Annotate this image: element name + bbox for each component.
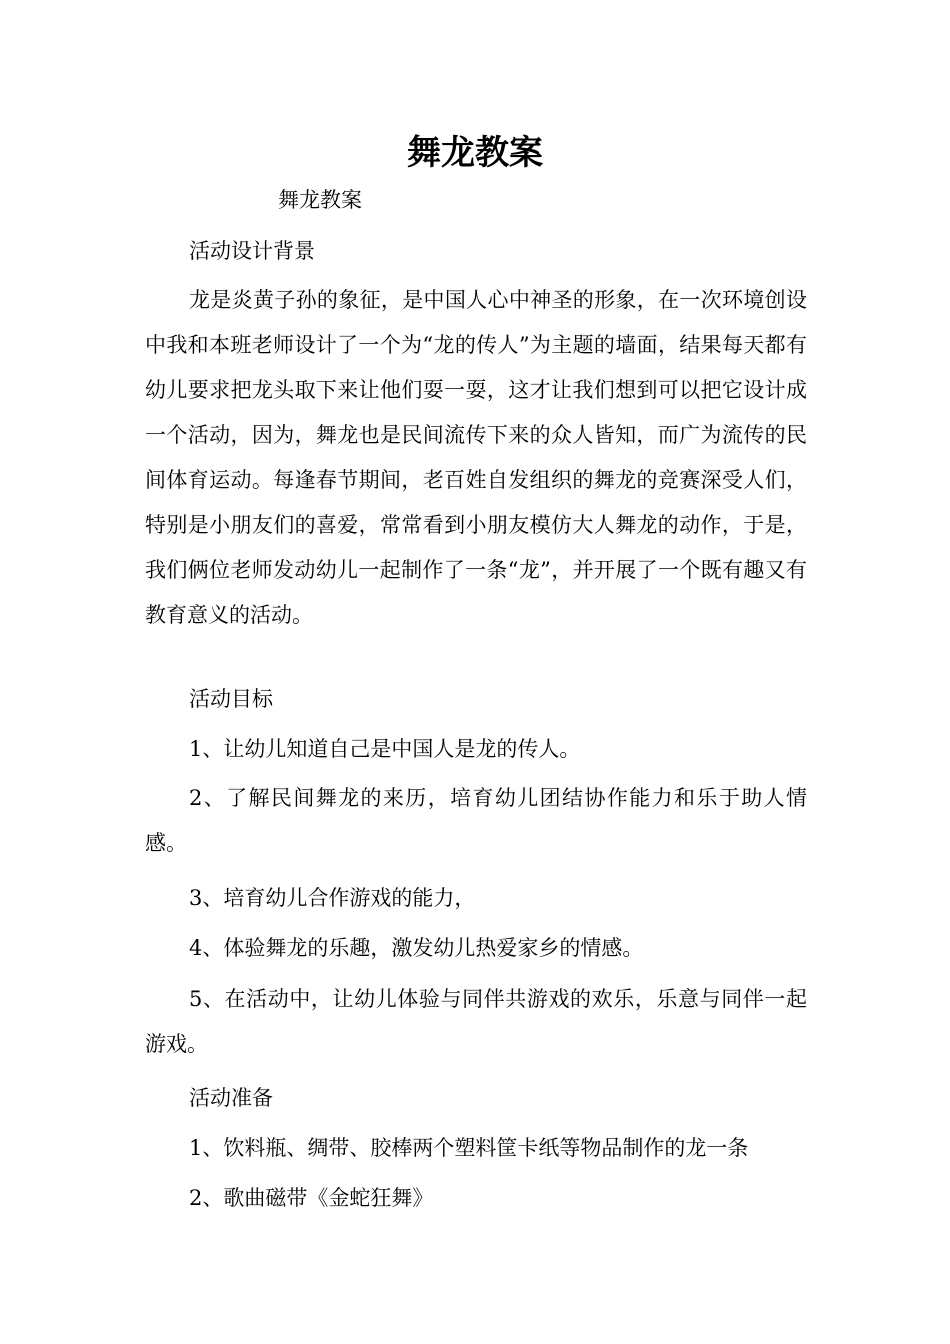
goal-item: 5、在活动中，让幼儿体验与同伴共游戏的欢乐，乐意与同伴一起游戏。 [145,987,807,1056]
goal-item: 1、让幼儿知道自己是中国人是龙的传人。 [189,737,581,761]
background-paragraph: 龙是炎黄子孙的象征，是中国人心中神圣的形象，在一次环境创设中我和本班老师设计了一个为“龙的传人”为主题的墙面，结果每天都有幼儿要求把龙头取下来让他们耍一耍，这才让我们想到可以把它设计成一个活动，因为，舞龙也是民间流传下来的众人皆知，而广为流传的民间体育运动。每逢春节期间，老百姓自发组织的舞龙的竞赛深受人们，特别是小朋友们的喜爱，常常看到小朋友模仿大人舞龙的动作，于是，我们俩位老师发动幼儿一起制作了一条“龙”，并开展了一个既有趣又有教育意义的活动。 [145,288,807,627]
goal-item: 4、体验舞龙的乐趣，激发幼儿热爱家乡的情感。 [189,936,644,960]
preparation-item: 1、饮料瓶、绸带、胶棒两个塑料筐卡纸等物品制作的龙一条 [189,1136,749,1160]
goal-item: 3、培育幼儿合作游戏的能力， [189,886,476,910]
section-heading-background: 活动设计背景 [189,239,315,263]
goal-item: 2、了解民间舞龙的来历，培育幼儿团结协作能力和乐于助人情感。 [145,786,807,855]
document-title: 舞龙教案 [407,133,543,173]
document-subtitle: 舞龙教案 [278,188,362,212]
section-heading-preparation: 活动准备 [189,1086,273,1110]
preparation-item: 2、歌曲磁带《金蛇狂舞》 [189,1186,434,1210]
section-heading-goals: 活动目标 [189,687,273,711]
